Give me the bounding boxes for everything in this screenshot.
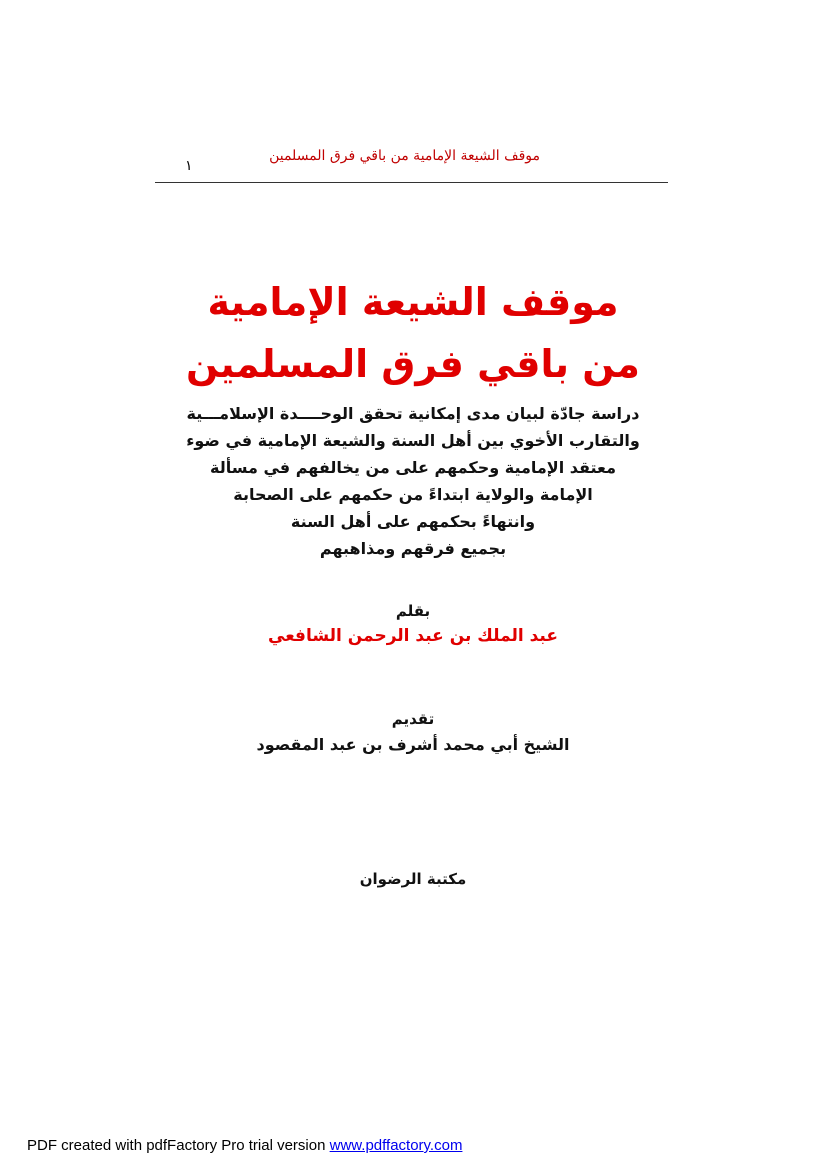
page-number: ١ — [185, 158, 193, 174]
main-title-line-1: موقف الشيعة الإمامية — [207, 280, 619, 324]
running-header — [155, 140, 668, 183]
footer-link[interactable]: www.pdffactory.com — [329, 1137, 463, 1154]
running-title: موقف الشيعة الإمامية من باقي فرق المسلمين — [269, 148, 540, 164]
description-line: وانتهاءً بحكمهم على أهل السنة — [290, 512, 536, 531]
pdf-footer — [27, 1137, 462, 1154]
subtitle-description — [120, 400, 706, 562]
description-line: معتقد الإمامية وحكمهم على من يخالفهم في مسألة — [210, 458, 616, 477]
publisher-name: مكتبة الرضوان — [359, 870, 467, 888]
introduction-name: الشيخ أبي محمد أشرف بن عبد المقصود — [256, 735, 570, 754]
author-name: عبد الملك بن عبد الرحمن الشافعي — [268, 626, 558, 646]
description-line: الإمامة والولاية ابتداءً من حكمهم على الصحابة — [233, 485, 593, 504]
introduction-label: تقديم — [391, 710, 435, 728]
author-label: بقلم — [395, 602, 431, 620]
description-line: والتقارب الأخوي بين أهل السنة والشيعة الإمامية في ضوء — [186, 431, 640, 450]
main-title-line-2: من باقي فرق المسلمين — [186, 342, 640, 386]
description-line: بجميع فرقهم ومذاهبهم — [319, 539, 507, 558]
footer-text: PDF created with pdfFactory Pro trial version — [27, 1137, 330, 1154]
description-line: دراسة جادّة لبيان مدى إمكانية تحقق الوحــــدة الإسلامـــية — [186, 404, 640, 423]
